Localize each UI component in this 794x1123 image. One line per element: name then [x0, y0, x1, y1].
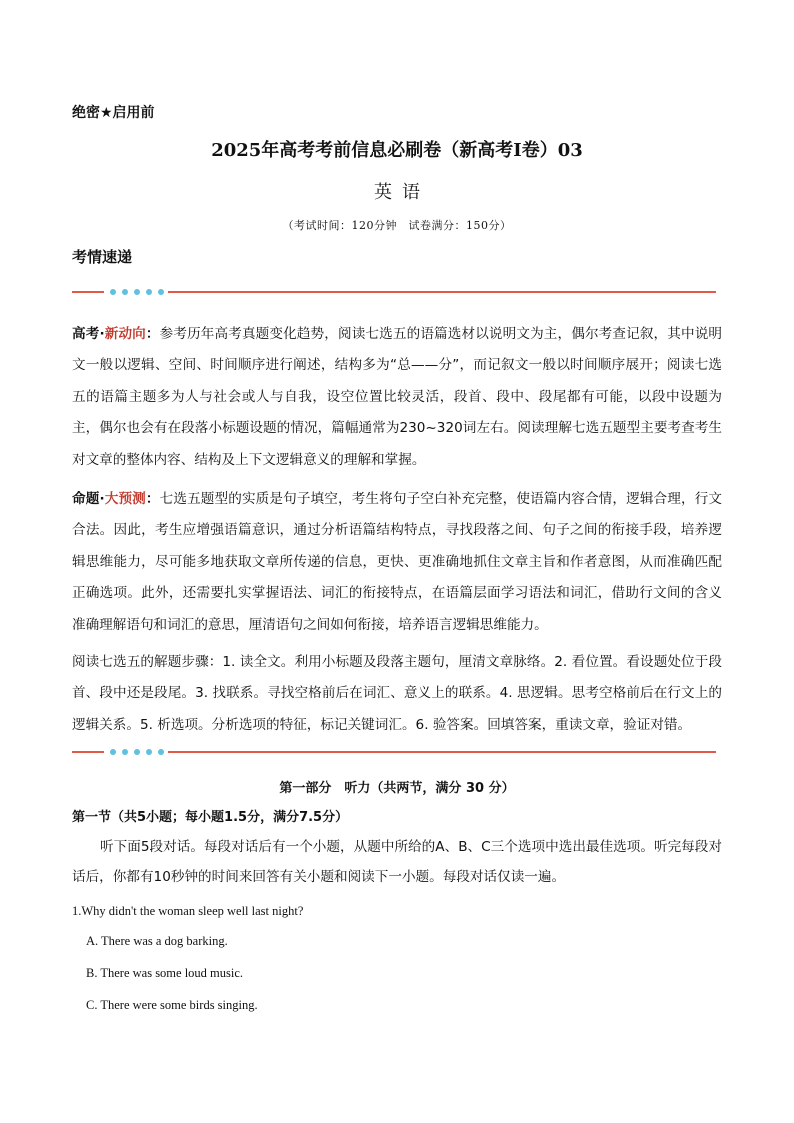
divider-dot	[122, 749, 128, 755]
steps-paragraph: 阅读七选五的解题步骤：1. 读全文。利用小标题及段落主题句，厘清文章脉络。2. 看位置。看设题处位于段首、段中还是段尾。3. 找联系。寻找空格前后在词汇、意义上的联系。4. 思逻辑。思考空格前后在行文上的逻辑关系。5. 析选项。分析选项的特征，标记关键词汇。6. 验答案。回填答案，重读文章，验证对错。	[72, 654, 722, 733]
divider-dot	[122, 289, 128, 295]
bottom-divider	[72, 746, 716, 758]
divider-dot	[134, 289, 140, 295]
trend-paragraph	[72, 319, 722, 476]
question-1: 1.Why didn't the woman sleep well last night?	[72, 904, 304, 918]
top-divider	[72, 286, 716, 298]
trend-label-highlight: 新动向	[104, 326, 146, 342]
divider-dot	[110, 289, 116, 295]
trend-label-suffix: ：	[145, 326, 160, 342]
divider-dot	[134, 749, 140, 755]
listening-instructions: 听下面5段对话。每段对话后有一个小题，从题中所给的A、B、C三个选项中选出最佳选项。听完每段对话后，你都有10秒钟的时间来回答有关小题和阅读下一小题。每段对话仅读一遍。	[72, 839, 722, 885]
option-c: C. There were some birds singing.	[86, 998, 258, 1012]
divider-line-right	[168, 751, 716, 753]
divider-line-left	[72, 751, 104, 753]
divider-line-left	[72, 291, 104, 293]
divider-dot	[158, 749, 164, 755]
divider-line-right	[168, 291, 716, 293]
exam-info: （考试时间：120分钟 试卷满分：150分）	[282, 219, 512, 232]
option-a: A. There was a dog barking.	[86, 934, 228, 948]
divider-dots	[110, 748, 164, 756]
divider-dot	[146, 749, 152, 755]
trend-text: 参考历年高考真题变化趋势，阅读七选五的语篇选材以说明文为主，偶尔考查记叙，其中说明文一般以逻辑、空间、时间顺序进行阐述，结构多为“总——分”，而记叙文一般以时间顺序展开；阅读七选五的语篇主题多为人与社会或人与自我，设空位置比较灵活，段首、段中、段尾都有可能，以段中设题为主，偶尔也会有在段落小标题设题的情况，篇幅通常为230~320词左右。阅读理解七选五题型主要考查考生对文章的整体内容、结构及上下文逻辑意义的理解和掌握。	[72, 326, 723, 468]
confidential-label: 绝密★启用前	[72, 105, 155, 121]
prediction-label-suffix: ：	[145, 491, 160, 507]
prediction-label-prefix: 命题·	[72, 491, 105, 507]
subject-title: 英语	[374, 182, 430, 203]
overview-heading: 考情速递	[72, 248, 133, 266]
exam-title: 2025年高考考前信息必刷卷（新高考I卷）03	[211, 140, 583, 161]
option-b: B. There was some loud music.	[86, 966, 244, 980]
divider-dots	[110, 288, 164, 296]
divider-dot	[110, 749, 116, 755]
listening-part-title: 第一部分 听力（共两节，满分 30 分）	[279, 781, 515, 796]
divider-dot	[158, 289, 164, 295]
prediction-text: 七选五题型的实质是句子填空，考生将句子空白补充完整，使语篇内容合情，逻辑合理，行文合法。因此，考生应增强语篇意识，通过分析语篇结构特点，寻找段落之间、句子之间的衔接手段，培养逻辑思维能力，尽可能多地获取文章所传递的信息，更快、更准确地抓住文章主旨和作者意图，从而准确匹配正确选项。此外，还需要扎实掌握语法、词汇的衔接特点，在语篇层面学习语法和词汇，借助行文间的含义准确理解语句和词汇的意思，厘清语句之间如何衔接，培养语言逻辑思维能力。	[72, 491, 723, 633]
trend-label-prefix: 高考·	[72, 326, 105, 342]
prediction-label-highlight: 大预测	[104, 491, 146, 507]
divider-dot	[146, 289, 152, 295]
prediction-paragraph	[72, 484, 722, 641]
listening-section-line: 第一节（共5小题；每小题1.5分，满分7.5分）	[72, 810, 349, 825]
